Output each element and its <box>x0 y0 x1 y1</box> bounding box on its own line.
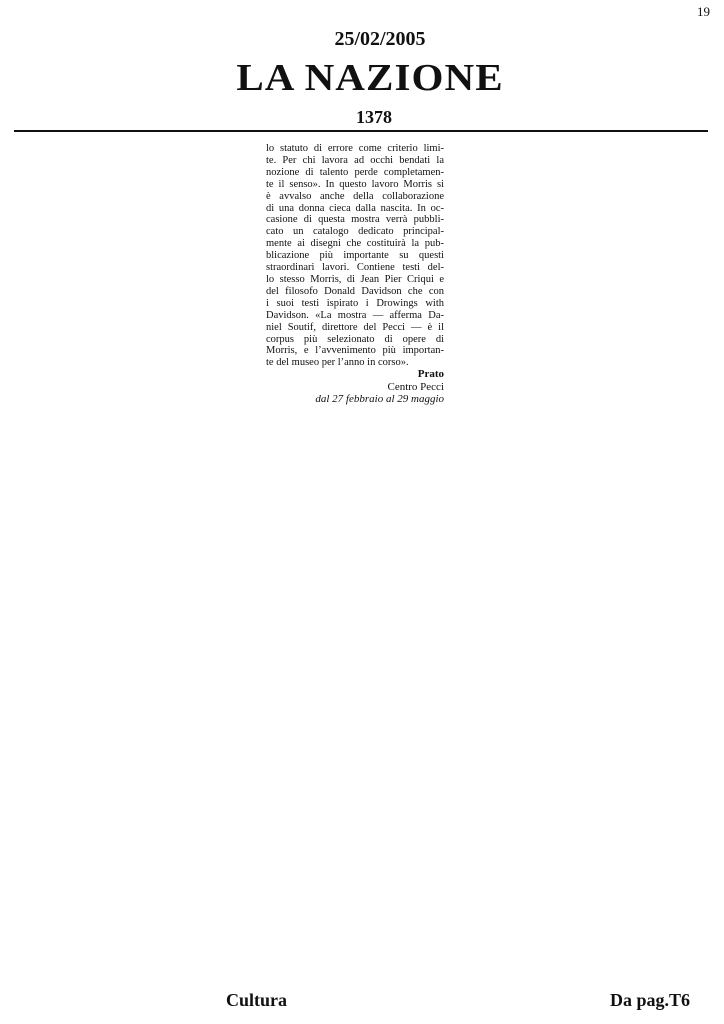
publication-date: 25/02/2005 <box>334 28 426 50</box>
article-line: del filosofo Donald Davidson che con <box>266 285 444 297</box>
article-line: te. Per chi lavora ad occhi bendati la <box>266 154 444 166</box>
article-line: lo stesso Morris, di Jean Pier Criqui e <box>266 273 444 285</box>
exhibition-info <box>266 368 444 406</box>
article-line: straordinari lavori. Contiene testi del- <box>266 262 444 274</box>
article-line: i suoi testi ispirato i Drowings with <box>266 297 444 309</box>
article-line: di una donna cieca dalla nascita. In oc- <box>266 202 444 214</box>
page-number: 19 <box>697 4 710 19</box>
article-line: è avvalso anche della collaborazione <box>266 190 444 202</box>
footer-source-page: Da pag.T6 <box>609 990 690 1010</box>
exhibition-city: Prato <box>417 368 444 380</box>
exhibition-dates: dal 27 febbraio al 29 maggio <box>315 393 444 405</box>
article-line: lo statuto di errore come criterio limi- <box>266 143 444 154</box>
article-line: te del museo per l’anno in corso». <box>266 357 409 369</box>
article-line: Morris, e l’avvenimento più importan- <box>266 345 444 357</box>
newspaper-masthead: LA NAZIONE <box>236 57 504 99</box>
article-line: mente ai disegni che costituirà la pub- <box>266 238 444 250</box>
footer-section-name: Cultura <box>226 990 288 1010</box>
issue-number: 1378 <box>356 107 392 127</box>
article-line: niel Soutif, direttore del Pecci — è il <box>266 321 444 333</box>
article-line: corpus più selezionato di opere di <box>266 333 444 345</box>
article-line: nozione di talento perde completamen- <box>266 166 444 178</box>
article-line: cato un catalogo dedicato principal- <box>266 226 444 238</box>
header-divider <box>14 130 708 132</box>
article-line: te il senso». In questo lavoro Morris si <box>266 178 444 190</box>
exhibition-venue: Centro Pecci <box>387 380 444 393</box>
article-line: Davidson. «La mostra — afferma Da- <box>266 309 444 321</box>
article-body <box>266 143 444 369</box>
article-line: blicazione più importante su questi <box>266 250 444 262</box>
article-line: casione di questa mostra verrà pubbli- <box>266 214 444 226</box>
